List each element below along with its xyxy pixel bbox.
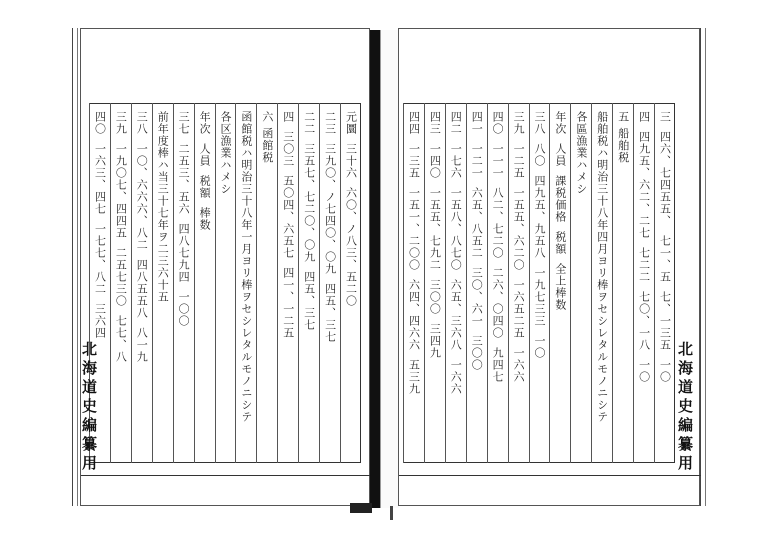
column-text: 一九七三三	[533, 267, 546, 327]
column-text: 四	[637, 111, 651, 123]
column-text: 元圜	[344, 111, 358, 135]
column-text: 一三五	[407, 143, 421, 179]
column-divider	[131, 103, 132, 463]
column-text: 年次	[553, 111, 567, 135]
column-text: 年次	[198, 111, 212, 135]
column-text: 一七七、八二	[93, 223, 107, 295]
column-divider	[173, 103, 174, 463]
column-divider	[633, 103, 634, 463]
right-page	[398, 28, 700, 506]
column-text: 三九〇、ノ七四〇、〇九	[323, 143, 337, 275]
column-divider	[403, 103, 404, 463]
column-text: 全上棒数	[553, 263, 567, 311]
column-text: 四六、七四五五、	[658, 131, 672, 227]
column-text: 六〇、ノ八三、五二〇	[344, 187, 358, 307]
column-text: 五三九	[407, 359, 421, 395]
column-text: 一二一	[470, 143, 484, 179]
column-text: 九四七	[491, 347, 505, 383]
column-text: 課税価格	[553, 175, 567, 223]
column-divider	[549, 103, 550, 463]
column-text: 二五三、五六	[177, 143, 191, 215]
column-divider	[570, 103, 571, 463]
column-text: 三八	[533, 111, 546, 135]
column-text: 四	[281, 111, 295, 123]
column-text: 船舶税ハ明治三十八年四月ヨリ棒ヲセシレタルモノニシテ	[595, 111, 609, 423]
column-text: 四一、一二五	[281, 267, 295, 339]
column-text: 税額	[553, 231, 567, 255]
column-text: 棒数	[198, 207, 212, 231]
column-text: 四九五、六二、二七	[637, 131, 651, 239]
column-text: 七二二	[637, 247, 651, 283]
column-divider	[110, 103, 111, 463]
column-text: 三九	[114, 111, 128, 135]
column-divider	[487, 103, 488, 463]
column-text: 八〇	[533, 143, 546, 167]
gutter	[380, 30, 399, 508]
right-footer-rule	[399, 475, 701, 476]
column-text: 一〇〇	[177, 291, 191, 327]
column-divider	[466, 103, 467, 463]
column-text: 一〇	[533, 335, 546, 359]
column-text: 一四〇	[428, 143, 442, 179]
book-spine	[370, 30, 380, 508]
column-text: 一九〇七、四四五	[114, 143, 128, 239]
folio-tick	[390, 506, 393, 520]
left-page	[80, 28, 370, 506]
column-text: 三六四	[93, 303, 107, 339]
column-text: 一七六	[449, 143, 463, 179]
column-text: 四〇	[93, 111, 107, 135]
column-divider	[215, 103, 216, 463]
column-text: 三〇〇	[470, 335, 484, 371]
column-text: 五〇四、六五七	[281, 175, 295, 259]
column-text: 一六六	[512, 347, 526, 383]
column-text: 一〇	[637, 359, 651, 383]
column-text: 人員	[553, 143, 567, 167]
column-text: 四四	[407, 111, 421, 135]
column-text: 四五、三七	[302, 271, 316, 331]
column-text: 一二五	[512, 143, 526, 179]
column-text: 二五七三〇	[114, 247, 128, 307]
folio-mark	[350, 503, 372, 513]
column-text: 四五、三七	[323, 283, 337, 343]
column-text: 三八	[135, 111, 149, 135]
column-divider	[235, 103, 236, 463]
column-text: 一五一、二〇〇	[407, 187, 421, 271]
column-divider	[424, 103, 425, 463]
column-text: 四八七九四	[177, 223, 191, 283]
column-text: 各區漁業ハメシ	[574, 111, 588, 195]
column-text: 五 船舶税	[616, 111, 630, 164]
column-divider	[340, 103, 341, 463]
left-footer-label: 北海道史編纂用	[80, 341, 98, 474]
column-divider	[256, 103, 257, 463]
column-text: 一一一	[491, 143, 505, 179]
column-text: 三〇三	[281, 131, 295, 167]
column-text: 三五七、七二〇、〇九	[302, 143, 316, 263]
column-text: 八二、七二〇	[491, 187, 505, 259]
column-text: 一六三、四七	[93, 143, 107, 215]
column-divider	[612, 103, 613, 463]
column-text: 四九五、九五八	[533, 175, 546, 259]
column-divider	[319, 103, 320, 463]
column-divider	[445, 103, 446, 463]
column-text: 三	[658, 111, 672, 123]
column-text: 人員	[198, 143, 212, 167]
column-text: 七一、五	[658, 235, 672, 283]
column-text: 三十六	[344, 143, 358, 179]
left-footer-rule	[81, 475, 371, 476]
right-book-edge	[700, 28, 706, 506]
column-text: 一六五二五	[512, 279, 526, 339]
column-divider	[591, 103, 592, 463]
column-divider	[508, 103, 509, 463]
column-text: 一六六	[449, 359, 463, 395]
column-text: 一五五、七九二	[428, 187, 442, 271]
column-text: 四〇	[491, 111, 505, 135]
column-text: 七、一三五	[658, 291, 672, 351]
column-text: 四八五五八	[135, 259, 149, 319]
column-divider	[654, 103, 655, 463]
column-divider	[529, 103, 530, 463]
column-text: 二六、〇四〇	[491, 267, 505, 339]
left-book-edge	[72, 28, 78, 506]
column-text: 三四九	[428, 323, 442, 359]
right-footer-label: 北海道史編纂用	[676, 341, 694, 474]
column-divider	[194, 103, 195, 463]
column-text: 前年度棒ハ当三十七年ヲ二三六十五	[156, 111, 170, 303]
column-text: 一〇、六六六、八二	[135, 143, 149, 251]
column-text: 税額	[198, 175, 212, 199]
column-divider	[152, 103, 153, 463]
column-text: 一〇	[658, 359, 672, 383]
column-text: 一五八、八七〇	[449, 187, 463, 271]
column-text: 八一九	[135, 327, 149, 363]
column-divider	[277, 103, 278, 463]
column-text: 四二	[449, 111, 463, 135]
column-text: 三〇〇	[428, 279, 442, 315]
column-text: 四一	[470, 111, 484, 135]
column-text: 七七、八	[114, 315, 128, 363]
column-text: 六 函館税	[260, 111, 274, 164]
column-text: 三〇、六一	[470, 267, 484, 327]
column-text: 三七	[177, 111, 191, 135]
column-text: 六五、八五二	[470, 187, 484, 259]
column-text: 四三	[428, 111, 442, 135]
column-text: 二三	[323, 111, 337, 135]
column-text: 函館税ハ明治三十八年一月ヨリ棒ヲセシレタルモノニシテ	[239, 111, 253, 423]
column-text: 六四、四六六	[407, 279, 421, 351]
column-text: 各区漁業ハメシ	[219, 111, 232, 195]
column-text: 七〇、一八	[637, 291, 651, 351]
column-text: 一五五、六二〇	[512, 187, 526, 271]
column-text: 六五、三六八	[449, 279, 463, 351]
column-text: 三九	[512, 111, 526, 135]
column-divider	[298, 103, 299, 463]
column-text: 二二	[302, 111, 316, 135]
